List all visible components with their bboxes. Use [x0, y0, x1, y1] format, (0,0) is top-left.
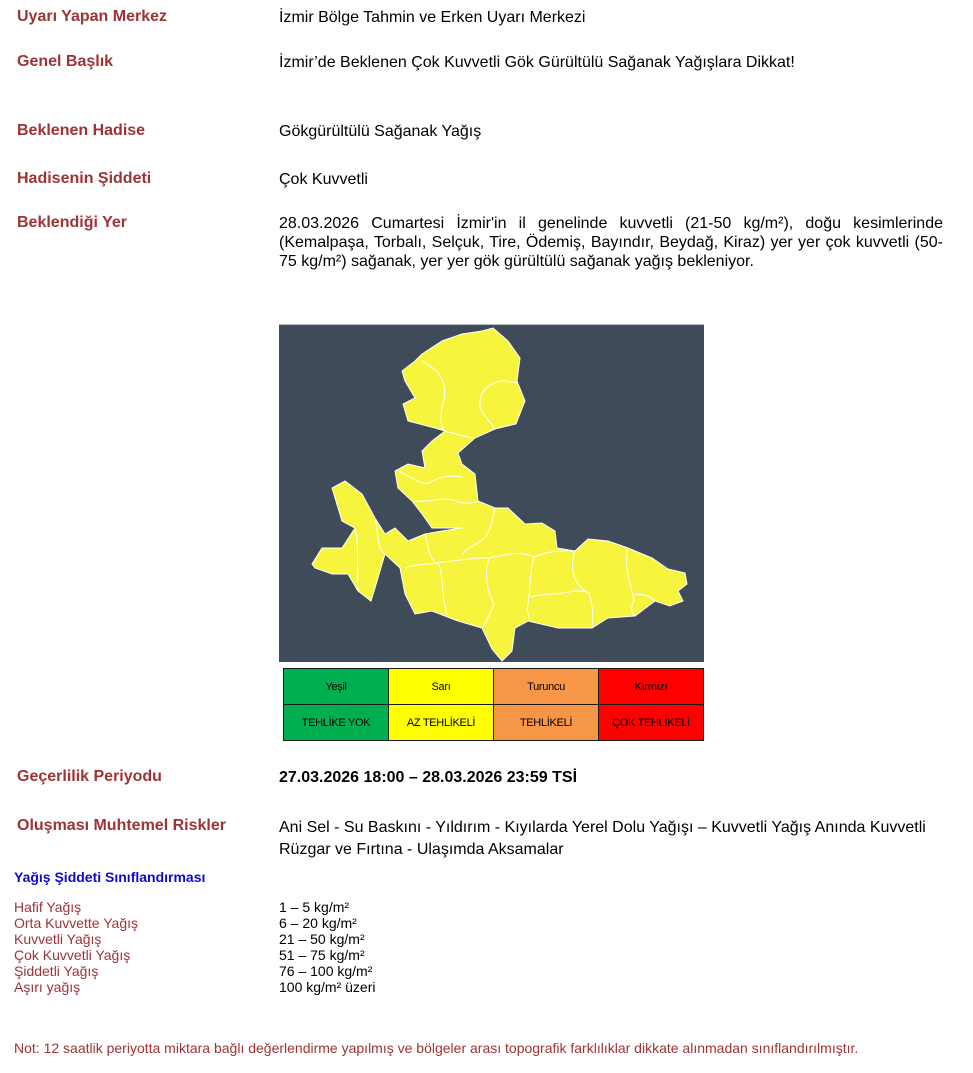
warning-map	[279, 324, 704, 662]
field-value-general-title: İzmir’de Beklenen Çok Kuvvetli Gök Gürültülü Sağanak Yağışlara Dikkat!	[279, 54, 795, 71]
field-label-warning-center: Uyarı Yapan Merkez	[17, 8, 168, 25]
legend-color-orange: Turuncu	[494, 669, 599, 705]
validity-label: Geçerlilik Periyodu	[17, 768, 162, 785]
legend-color-row	[284, 669, 704, 705]
field-value-expected-event: Gökgürültülü Sağanak Yağış	[279, 123, 482, 140]
legend-level-none: TEHLİKE YOK	[284, 705, 389, 741]
legend-level-high: ÇOK TEHLİKELİ	[599, 705, 704, 741]
validity-value: 27.03.2026 18:00 – 28.03.2026 23:59 TSİ	[279, 769, 578, 786]
legend-color-green: Yeşil	[284, 669, 389, 705]
legend-level-medium: TEHLİKELİ	[494, 705, 599, 741]
classification-note: Not: 12 saatlik periyotta miktara bağlı değerlendirme yapılmış ve bölgeler arası topografik farklılıklar dikkate alınmadan sınıflandırılmıştır.	[14, 1040, 859, 1056]
legend-color-red: Kırmızı	[599, 669, 704, 705]
classification-title: Yağış Şiddeti Sınıflandırması	[14, 869, 206, 885]
classification-name: Orta Kuvvette Yağış	[14, 915, 138, 931]
risks-value: Ani Sel - Su Baskını - Yıldırım - Kıyılarda Yerel Dolu Yağışı – Kuvvetli Yağış Anında Kuvvetli Rüzgar ve Fırtına - Ulaşımda Aksamalar	[279, 819, 926, 858]
izmir-region-shape	[312, 328, 687, 661]
field-label-general-title: Genel Başlık	[17, 53, 114, 70]
risks-label: Oluşması Muhtemel Riskler	[17, 817, 226, 834]
legend-color-yellow: Sarı	[389, 669, 494, 705]
classification-name: Şiddetli Yağış	[14, 963, 99, 979]
classification-range: 76 – 100 kg/m²	[279, 963, 373, 979]
field-label-location: Beklendiği Yer	[17, 214, 127, 231]
field-label-expected-event: Beklenen Hadise	[17, 122, 146, 139]
classification-name: Çok Kuvvetli Yağış	[14, 947, 131, 963]
classification-range: 21 – 50 kg/m²	[279, 931, 365, 947]
classification-range: 6 – 20 kg/m²	[279, 915, 357, 931]
warning-level-legend	[283, 668, 704, 741]
legend-level-low: AZ TEHLİKELİ	[389, 705, 494, 741]
classification-name: Hafif Yağış	[14, 899, 82, 915]
classification-name: Aşırı yağış	[14, 979, 81, 995]
field-value-location: 28.03.2026 Cumartesi İzmir'in il genelinde kuvvetli (21-50 kg/m²), doğu kesimlerinde (Kemalpaşa, Torbalı, Selçuk, Tire, Ödemiş, Bayındır, Beydağ, Kiraz) yer yer çok kuvvetli (50-75 kg/m²) sağanak, yer yer gök gürültülü sağanak yağış bekleniyor.	[279, 215, 943, 270]
field-label-severity: Hadisenin Şiddeti	[17, 170, 152, 187]
izmir-map-svg	[279, 325, 704, 662]
field-value-severity: Çok Kuvvetli	[279, 171, 368, 188]
field-value-warning-center: İzmir Bölge Tahmin ve Erken Uyarı Merkezi	[279, 9, 586, 26]
classification-range: 51 – 75 kg/m²	[279, 947, 365, 963]
classification-name: Kuvvetli Yağış	[14, 931, 102, 947]
legend-level-row	[284, 705, 704, 741]
classification-range: 100 kg/m² üzeri	[279, 979, 376, 995]
classification-range: 1 – 5 kg/m²	[279, 899, 350, 915]
